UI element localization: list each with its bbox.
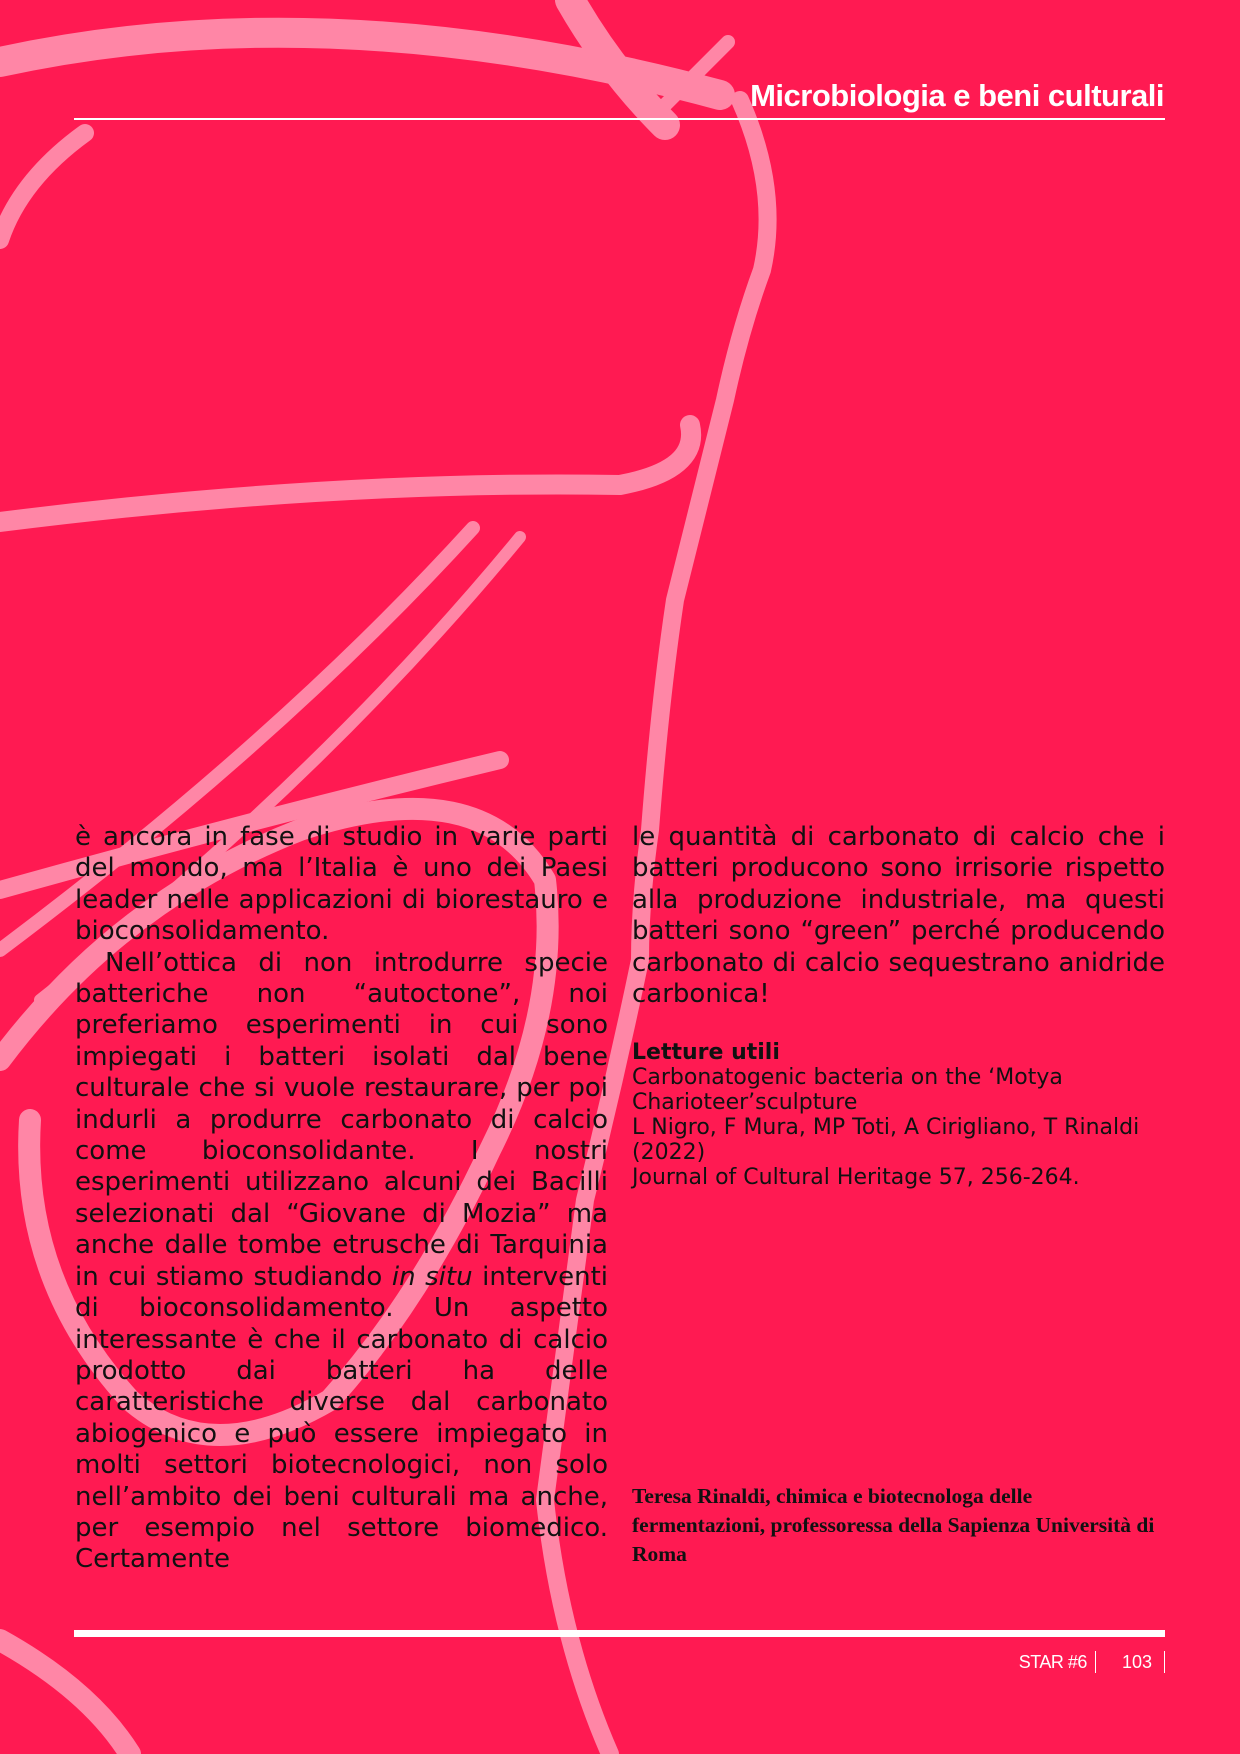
paragraph: le quantità di carbonato di calcio che i batteri producono sono irrisorie rispetto alla produzione industriale, ma questi batteri sono “green” perché producendo carbonato di calcio sequestrano anidride carbonica! xyxy=(632,822,1165,1010)
left-column xyxy=(75,822,608,1576)
page-number: 103 xyxy=(1121,1651,1152,1672)
paragraph: è ancora in fase di studio in varie parti del mondo, ma l’Italia è uno dei Paesi leader nelle applicazioni di biorestauro e bioconsolidamento. xyxy=(75,822,608,947)
reference-title: Carbonatogenic bacteria on the ‘Motya Charioteer’sculpture xyxy=(632,1065,1063,1116)
reference-authors: L Nigro, F Mura, MP Toti, A Cirigliano, T Rinaldi (2022) xyxy=(632,1115,1140,1166)
paragraph-text: Nell’ottica di non introdurre specie batteriche non “autoctone”, noi preferiamo esperimenti in cui sono impiegati i batteri isolati dal bene culturale che si vuole restaurare, per poi indurli a produrre carbonato di calcio come bioconsolidante. I nostri esperimenti utilizzano alcuni dei Bacilli selezionati dal “Giovane di Mozia” ma anche dalle tombe etrusche di Tarquinia in cui stiamo studiando xyxy=(75,947,608,1292)
author-note: Teresa Rinaldi, chimica e biotecnologa delle fermentazioni, professoressa della Sapienza Università di Roma xyxy=(632,1484,1155,1566)
references-heading: Letture utili xyxy=(632,1040,780,1066)
paragraph xyxy=(75,948,608,1576)
reference-journal: Journal of Cultural Heritage 57, 256-264. xyxy=(632,1165,1080,1191)
paragraph-text: interventi di bioconsolidamento. Un aspetto interessante è che il carbonato di calcio prodotto dai batteri ha delle caratteristiche diverse dal carbonato abiogenico e può essere impiegato in molti settori biotecnologici, non solo nell’ambito dei beni culturali ma anche, per esempio nel settore biomedico. Certamente xyxy=(75,1261,608,1575)
italic-term: in situ xyxy=(391,1261,473,1292)
footer-divider xyxy=(74,1630,1165,1637)
footer-separator xyxy=(1164,1651,1165,1673)
page-footer xyxy=(1019,1650,1165,1674)
section-title: Microbiologia e beni culturali xyxy=(750,78,1164,113)
references xyxy=(632,1040,1165,1190)
header-divider xyxy=(74,118,1165,120)
right-column xyxy=(632,822,1165,1190)
publication-name: STAR #6 xyxy=(1018,1651,1087,1672)
footer-separator xyxy=(1095,1651,1096,1673)
